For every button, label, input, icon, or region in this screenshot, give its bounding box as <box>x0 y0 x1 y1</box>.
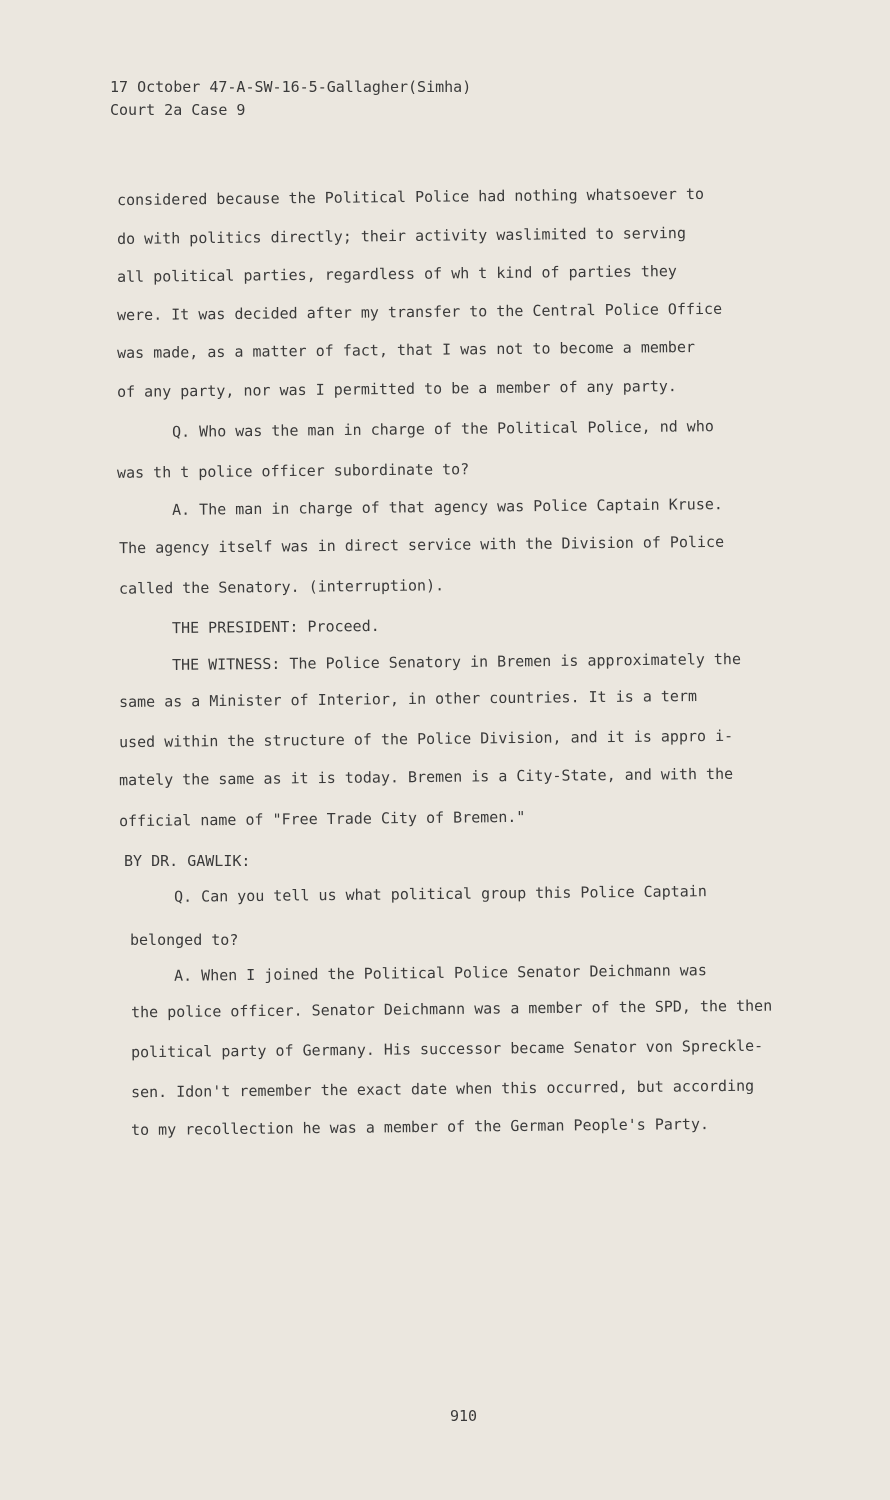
question-line: Q. Can you tell us what political group this Police Captain <box>173 882 707 906</box>
speaker-line: THE PRESIDENT: Proceed. <box>171 616 380 638</box>
body-line: used within the structure of the Police Division, and it is appro i- <box>118 726 734 752</box>
body-line: political party of Germany. His successor became Senator von Spreckle- <box>130 1036 764 1062</box>
question-line: Q. Who was the man in charge of the Political Police, nd who <box>171 417 714 441</box>
body-line: called the Senatory. (interruption). <box>118 576 445 598</box>
body-line: sen. Idon't remember the exact date when this occurred, but according <box>130 1076 755 1102</box>
body-line: official name of "Free Trade City of Bremen." <box>118 807 526 831</box>
header-date-line: 17 October 47-A-SW-16-5-Gallagher(Simha) <box>110 78 472 96</box>
examiner-line: BY DR. GAWLIK: <box>124 852 251 870</box>
body-line: belonged to? <box>130 931 239 949</box>
body-line: The agency itself was in direct service with the Division of Police <box>118 532 725 558</box>
header-court-line: Court 2a Case 9 <box>110 101 246 119</box>
body-line: considered because the Political Police had nothing whatsoever to <box>116 184 705 210</box>
body-line: to my recollection he was a member of the German People's Party. <box>130 1114 710 1140</box>
page-number: 910 <box>450 1407 478 1425</box>
body-line: mately the same as it is today. Bremen is a City-State, and with the <box>118 764 734 790</box>
body-line: all political parties, regardless of wh t kind of parties they <box>116 262 678 286</box>
answer-line: A. When I joined the Political Police Senator Deichmann was <box>173 961 707 985</box>
answer-line: A. The man in charge of that agency was Police Captain Kruse. <box>171 495 723 519</box>
body-line: do with politics directly; their activity waslimited to serving <box>116 224 687 248</box>
body-line: of any party, nor was I permitted to be a member of any party. <box>116 377 678 401</box>
body-line: same as a Minister of Interior, in other countries. It is a term <box>118 686 698 712</box>
body-line: was th t police officer subordinate to? <box>116 460 470 482</box>
body-line: the police officer. Senator Deichmann was a member of the SPD, the then <box>130 996 773 1022</box>
speaker-line: THE WITNESS: The Police Senatory in Bremen is approximately the <box>171 650 742 674</box>
body-line: were. It was decided after my transfer to the Central Police Office <box>116 299 723 325</box>
body-line: was made, as a matter of fact, that I was not to become a member <box>116 337 696 363</box>
